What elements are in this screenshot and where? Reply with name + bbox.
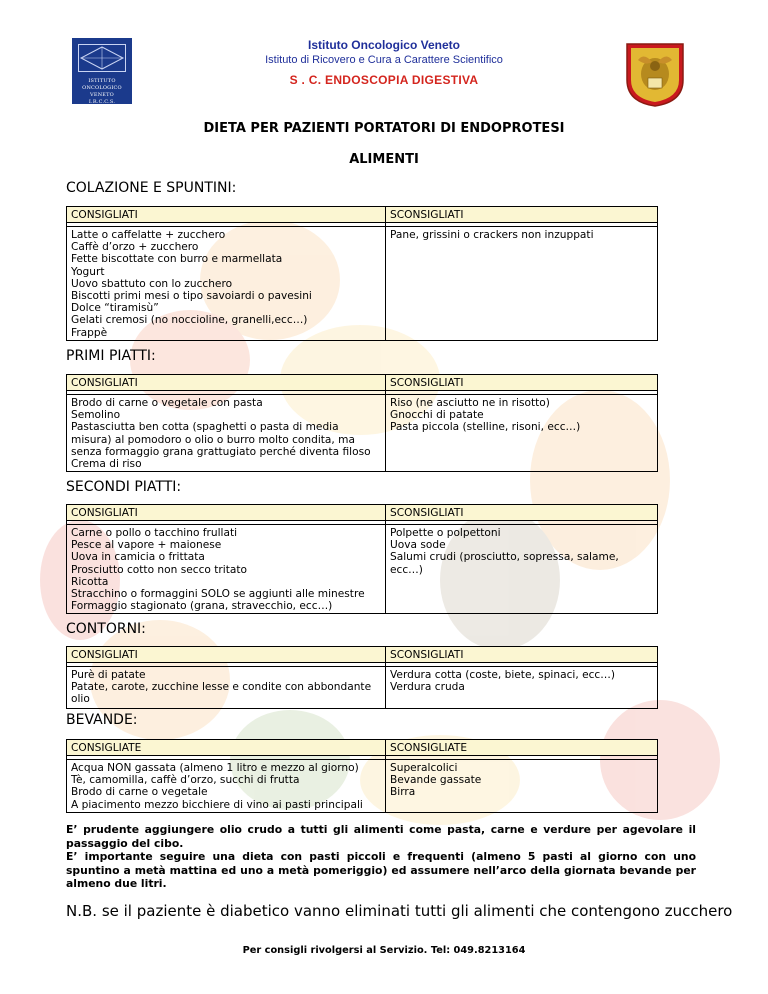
logo-line: ISTITUTO	[88, 78, 116, 84]
food-table-primi	[66, 374, 658, 472]
document-subtitle: ALIMENTI	[349, 152, 419, 167]
list-item: Crema di riso	[71, 458, 142, 471]
list-item: Salumi crudi (prosciutto, sopressa, salame, ecc…)	[390, 551, 619, 576]
col-header-recommended: CONSIGLIATE	[67, 740, 386, 756]
section-title: CONTORNI:	[66, 621, 146, 637]
section-title: SECONDI PIATTI:	[66, 479, 182, 495]
col-header-not-recommended: SCONSIGLIATI	[386, 505, 658, 521]
col-header-not-recommended: SCONSIGLIATI	[386, 375, 658, 391]
list-item: Pesce al vapore + maionese	[71, 539, 222, 552]
section-title: BEVANDE:	[66, 712, 138, 728]
recommended-list	[67, 525, 386, 614]
col-header-not-recommended: SCONSIGLIATI	[386, 647, 658, 663]
list-item: Bevande gassate	[390, 774, 482, 787]
diabetic-note: N.B. se il paziente è diabetico vanno eliminati tutti gli alimenti che contengono zucchero	[66, 902, 733, 920]
list-item: Uova in camicia o frittata	[71, 551, 205, 564]
list-item: Dolce “tiramisù”	[71, 302, 159, 315]
list-item: Gelati cremosi (no noccioline, granelli,ecc…)	[71, 314, 308, 327]
col-header-recommended: CONSIGLIATI	[67, 505, 386, 521]
list-item: Frappè	[71, 326, 108, 339]
not-recommended-list	[386, 395, 658, 472]
col-header-recommended: CONSIGLIATI	[67, 375, 386, 391]
list-item: Prosciutto cotto non secco tritato	[71, 563, 247, 576]
recommended-list	[67, 227, 386, 341]
col-header-not-recommended: SCONSIGLIATI	[386, 207, 658, 223]
institute-subtitle: Istituto di Ricovero e Cura a Carattere Scientifico	[265, 54, 503, 66]
list-item: Uovo sbattuto con lo zucchero	[71, 277, 233, 290]
food-table-bevande	[66, 739, 658, 813]
not-recommended-list	[386, 760, 658, 813]
recommended-list	[67, 760, 386, 813]
list-item: Uova sode	[390, 539, 446, 552]
list-item: Gnocchi di patate	[390, 409, 484, 422]
logo-line: ONCOLOGICO	[82, 85, 122, 91]
recommended-list	[67, 395, 386, 472]
list-item: Pane, grissini o crackers non inzuppati	[390, 229, 594, 241]
list-item: Pasta piccola (stelline, risoni, ecc…)	[390, 421, 581, 434]
col-header-not-recommended: SCONSIGLIATE	[386, 740, 658, 756]
document-title: DIETA PER PAZIENTI PORTATORI DI ENDOPROTESI	[203, 121, 565, 136]
list-item: Brodo di carne o vegetale	[71, 786, 208, 799]
footer-contact: Per consigli rivolgersi al Servizio. Tel: 049.8213164	[242, 945, 526, 956]
notes	[66, 823, 696, 891]
list-item: Ricotta	[71, 575, 109, 588]
institute-name: Istituto Oncologico Veneto	[307, 38, 460, 52]
logo-line: I.R.C.C.S.	[88, 99, 116, 105]
food-table-secondi	[66, 504, 658, 614]
col-header-recommended: CONSIGLIATI	[67, 207, 386, 223]
not-recommended-list	[386, 227, 658, 341]
food-table-contorni	[66, 646, 658, 709]
note-paragraph: E’ importante seguire una dieta con pasti piccoli e frequenti (almeno 5 pasti al giorno con uno spuntino a metà mattina ed uno a metà pomeriggio) ed assumere nell’arco della giornata bevande per almeno due litri.	[66, 850, 696, 891]
note-paragraph: E’ prudente aggiungere olio crudo a tutti gli alimenti come pasta, carne e verdure per agevolare il passaggio del cibo.	[66, 823, 696, 850]
list-item: Birra	[390, 786, 416, 799]
section-title: PRIMI PIATTI:	[66, 348, 156, 364]
list-item: Biscotti primi mesi o tipo savoiardi o pavesini	[71, 290, 312, 303]
list-item: Brodo di carne o vegetale con pasta	[71, 397, 263, 409]
list-item: Formaggio stagionato (grana, stravecchio, ecc…)	[71, 600, 333, 613]
not-recommended-list	[386, 525, 658, 614]
list-item: Fette biscottate con burro e marmellata	[71, 253, 283, 266]
not-recommended-list	[386, 667, 658, 709]
recommended-list	[67, 667, 386, 709]
list-item: Pastasciutta ben cotta (spaghetti o pasta di media misura) al pomodoro o olio o burro molto condita, ma senza formaggio grana grattugiato perché diventa filoso	[71, 421, 371, 458]
list-item: Latte o caffelatte + zucchero	[71, 229, 226, 241]
list-item: Purè di patate	[71, 669, 146, 681]
list-item: Verdura cotta (coste, biete, spinaci, ecc…)	[390, 669, 615, 681]
list-item: Polpette o polpettoni	[390, 527, 501, 539]
list-item: Acqua NON gassata (almeno 1 litro e mezzo al giorno)	[71, 762, 359, 774]
list-item: Yogurt	[71, 265, 105, 278]
department-name: S . C. ENDOSCOPIA DIGESTIVA	[289, 73, 479, 87]
list-item: Caffè d’orzo + zucchero	[71, 241, 199, 254]
section-title: COLAZIONE E SPUNTINI:	[66, 180, 237, 196]
list-item: Tè, camomilla, caffè d’orzo, succhi di frutta	[71, 774, 300, 787]
list-item: Superalcolici	[390, 762, 458, 774]
food-table-colazione	[66, 206, 658, 341]
list-item: Patate, carote, zucchine lesse e condite con abbondante olio	[71, 681, 372, 706]
list-item: Carne o pollo o tacchino frullati	[71, 527, 238, 539]
list-item: Riso (ne asciutto ne in risotto)	[390, 397, 550, 409]
list-item: Verdura cruda	[390, 681, 465, 694]
list-item: A piacimento mezzo bicchiere di vino ai pasti principali	[71, 798, 363, 811]
logo-line: VENETO	[90, 92, 114, 98]
col-header-recommended: CONSIGLIATI	[67, 647, 386, 663]
list-item: Stracchino o formaggini SOLO se aggiunti alle minestre	[71, 588, 365, 601]
list-item: Semolino	[71, 409, 121, 422]
